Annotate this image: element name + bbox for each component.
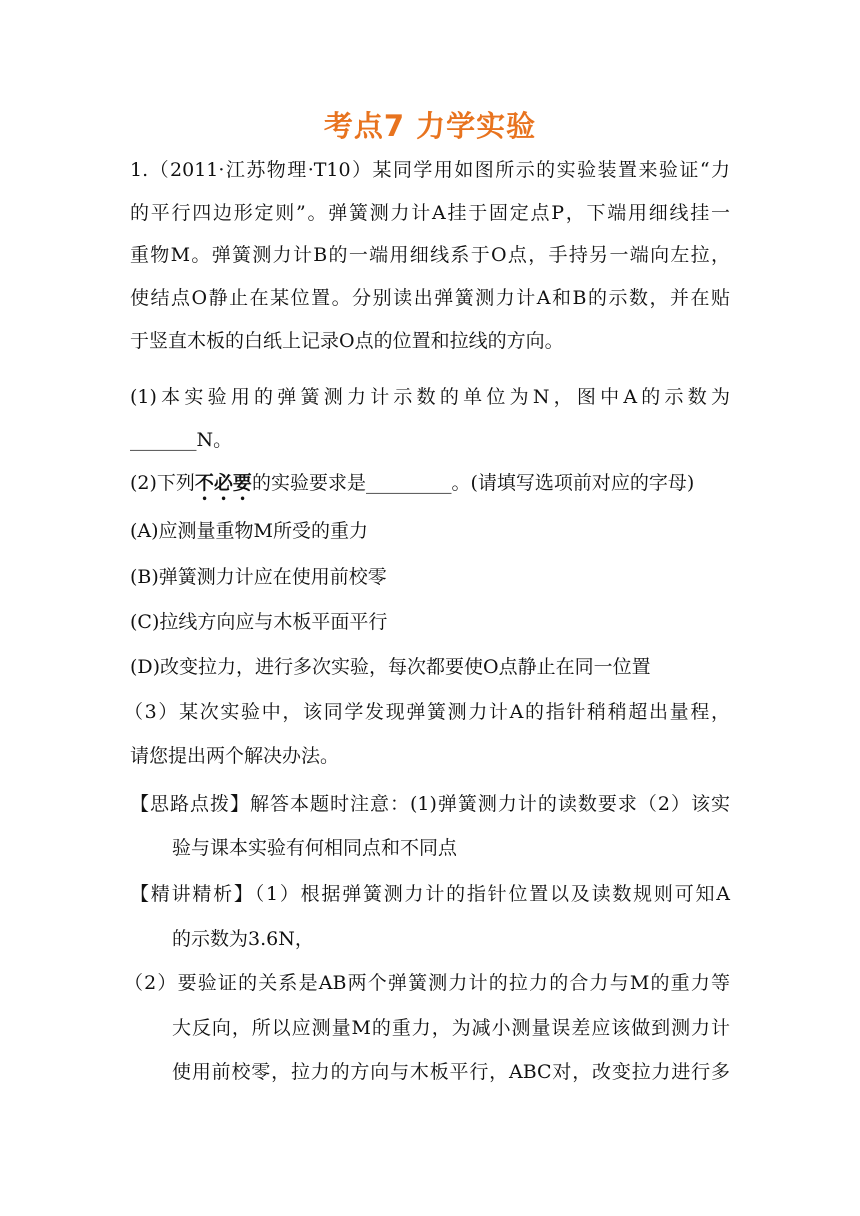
question-1-line-3: 重物M。弹簧测力计B的一端用细线系于O点，手持另一端向左拉，: [130, 244, 730, 266]
question-1-line-4: 使结点O静止在某位置。分别读出弹簧测力计A和B的示数，并在贴: [130, 287, 730, 309]
part-1-line-1: (1)本实验用的弹簧测力计示数的单位为N，图中A的示数为: [130, 386, 730, 408]
hint-line-1: 【思路点拨】解答本题时注意：(1)弹簧测力计的读数要求（2）该实: [130, 793, 730, 815]
analysis-line-2: 的示数为3.6N，: [172, 928, 314, 950]
part-3-line-1: （3）某次实验中，该同学发现弹簧测力计A的指针稍稍超出量程，: [124, 701, 730, 723]
part-2-question: [130, 468, 730, 505]
page-title: 考点7 力学实验: [323, 109, 537, 143]
option-a: (A)应测量重物M所受的重力: [130, 520, 369, 542]
part-2-emphasis: 不必要: [194, 472, 252, 494]
analysis-line-5: 使用前校零，拉力的方向与木板平行，ABC对，改变拉力进行多: [172, 1061, 730, 1083]
hint-line-2: 验与课本实验有何相同点和不同点: [172, 837, 458, 859]
part-2-prefix: (2)下列: [130, 472, 195, 494]
analysis-line-1: 【精讲精析】（1）根据弹簧测力计的指针位置以及读数规则可知A: [130, 883, 730, 905]
option-b: (B)弹簧测力计应在使用前校零: [130, 566, 387, 588]
part-3-line-2: 请您提出两个解决办法。: [130, 745, 340, 767]
part-1-line-2: _______N。: [130, 429, 233, 451]
analysis-line-4: 大反向，所以应测量M的重力，为减小测量误差应该做到测力计: [172, 1017, 730, 1039]
option-d: (D)改变拉力，进行多次实验，每次都要使O点静止在同一位置: [130, 656, 651, 678]
part-2-suffix: 的实验要求是_________。(请填写选项前对应的字母): [251, 472, 695, 494]
question-1-line-1: 1.（2011·江苏物理·T10）某同学用如图所示的实验装置来验证“力: [130, 159, 730, 181]
question-1-line-2: 的平行四边形定则”。弹簧测力计A挂于固定点P，下端用细线挂一: [130, 202, 730, 224]
option-c: (C)拉线方向应与木板平面平行: [130, 611, 388, 633]
question-1-line-5: 于竖直木板的白纸上记录O点的位置和拉线的方向。: [130, 330, 564, 352]
analysis-line-3: （2）要验证的关系是AB两个弹簧测力计的拉力的合力与M的重力等: [124, 972, 730, 994]
